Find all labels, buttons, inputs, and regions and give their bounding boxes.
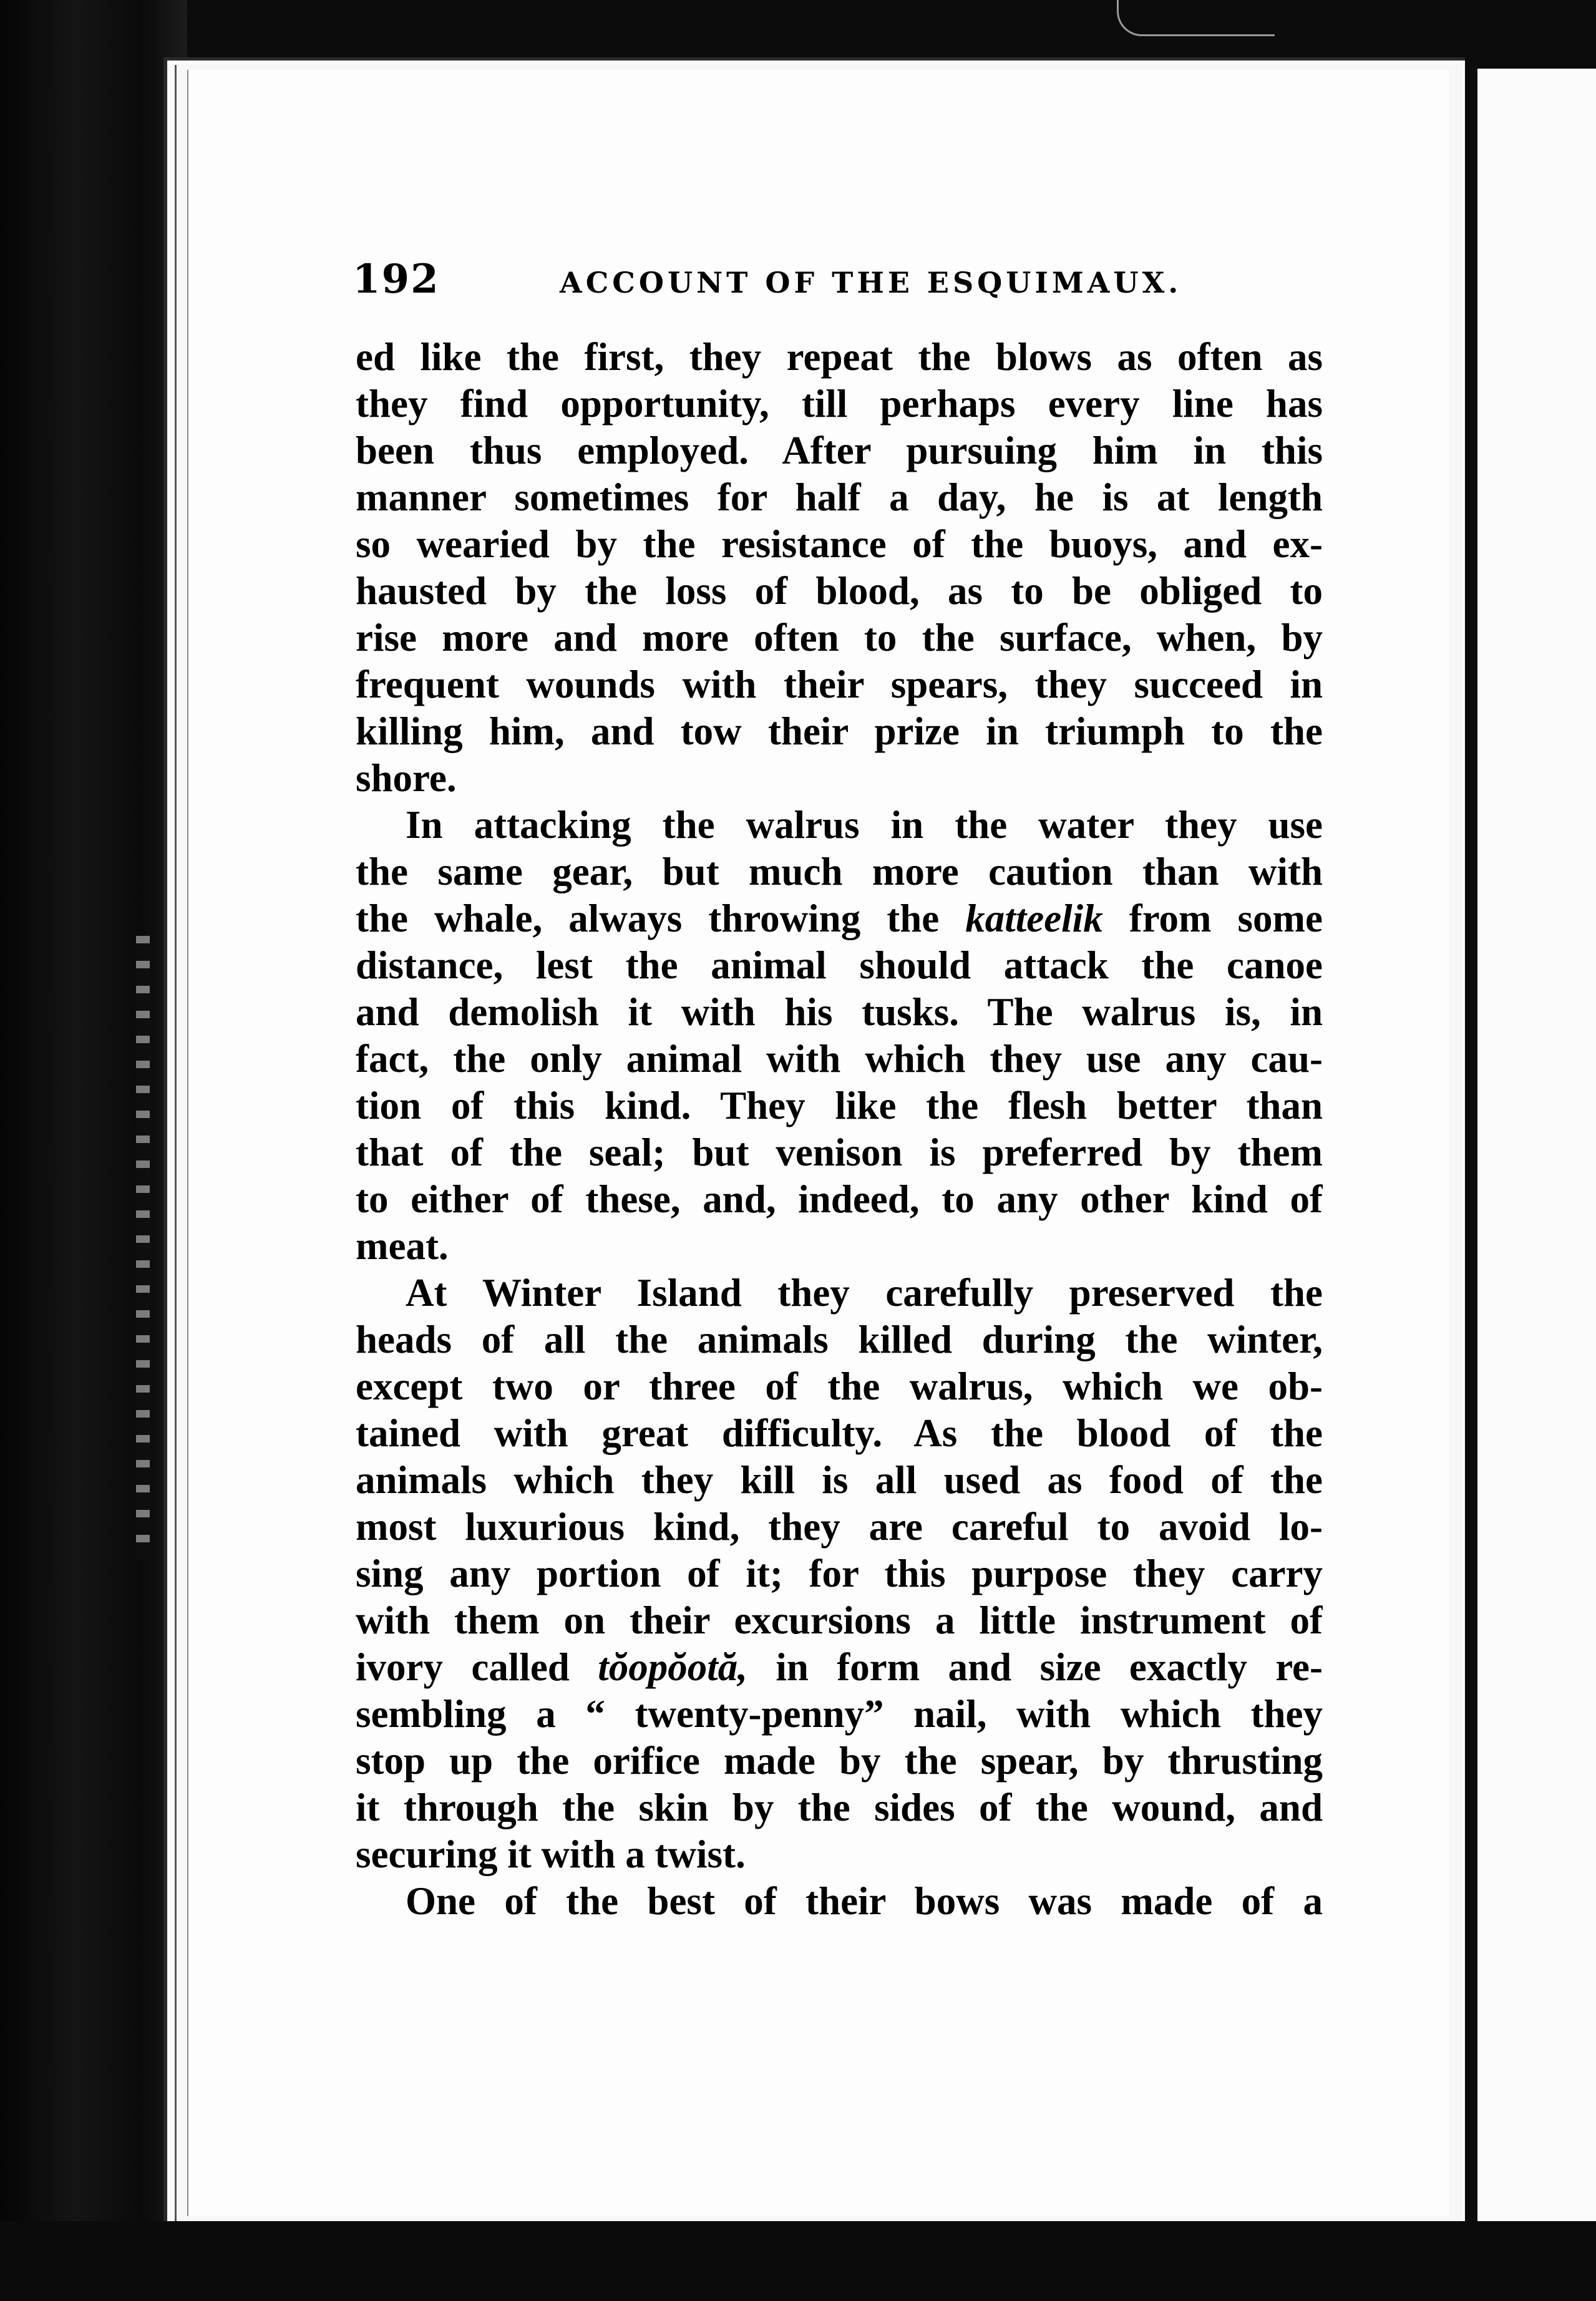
text-line: animals which they kill is all used as food of the [356,1458,1323,1502]
text-line: been thus employed. After pursuing him in this [356,429,1323,472]
text-line: the whale, always throwing the katteelik from some [356,897,1323,940]
text-line: with them on their excursions a little instrument of [356,1598,1323,1642]
text-line: meat. [356,1224,449,1268]
running-title: ACCOUNT OF THE ESQUIMAUX. [560,266,1182,299]
text-line: tained with great difficulty. As the blood of the [356,1411,1323,1455]
text-line: so wearied by the resistance of the buoys, and ex- [356,522,1323,566]
text-line: shore. [356,756,457,800]
running-head [353,256,1351,306]
text-line: heads of all the animals killed during the winter, [356,1318,1323,1361]
scan-bottom-shadow [0,2221,1596,2301]
text-line: fact, the only animal with which they use any cau- [356,1037,1323,1081]
text-line: that of the seal; but venison is preferred by them [356,1131,1323,1174]
text-line: to either of these, and, indeed, to any other kind of [356,1177,1323,1221]
book-spine [0,0,187,2301]
text-line: and demolish it with his tusks. The walrus is, in [356,990,1323,1034]
text-line: rise more and more often to the surface, when, by [356,616,1323,659]
text-line: distance, lest the animal should attack the canoe [356,943,1323,987]
body-text [356,334,1323,1925]
text-line: sembling a “ twenty-penny” nail, with which they [356,1692,1323,1736]
text-line: In attacking the walrus in the water they use [406,803,1323,847]
text-line: it through the skin by the sides of the wound, and [356,1786,1323,1829]
text-line: One of the best of their bows was made of a [406,1879,1323,1923]
text-line: At Winter Island they carefully preserved the [406,1271,1323,1315]
text-line: sing any portion of it; for this purpose they carry [356,1552,1323,1595]
text-line: the same gear, but much more caution than with [356,850,1323,893]
text-line: ed like the first, they repeat the blows as often as [356,335,1323,379]
binding-stitches [136,936,150,1560]
facing-page-edge [1471,69,1596,2227]
text-line: securing it with a twist. [356,1832,746,1876]
italic-term: katteelik [965,897,1103,940]
text-line: hausted by the loss of blood, as to be obliged to [356,569,1323,613]
text-line: except two or three of the walrus, which we ob- [356,1365,1323,1408]
text-line: they find opportunity, till perhaps every line has [356,382,1323,426]
text-line: tion of this kind. They like the flesh better than [356,1084,1323,1127]
text-line: stop up the orifice made by the spear, by thrusting [356,1739,1323,1783]
page-number: 192 [353,256,440,303]
text-line: most luxurious kind, they are careful to avoid lo- [356,1505,1323,1549]
text-line: frequent wounds with their spears, they succeed in [356,663,1323,706]
text-line: ivory called tŏopŏotă, in form and size exactly re- [356,1645,1323,1689]
italic-term: tŏopŏotă, [598,1645,747,1689]
text-line: killing him, and tow their prize in triumph to the [356,709,1323,753]
text-line: manner sometimes for half a day, he is at length [356,475,1323,519]
scan-edge-mark [1117,0,1275,36]
